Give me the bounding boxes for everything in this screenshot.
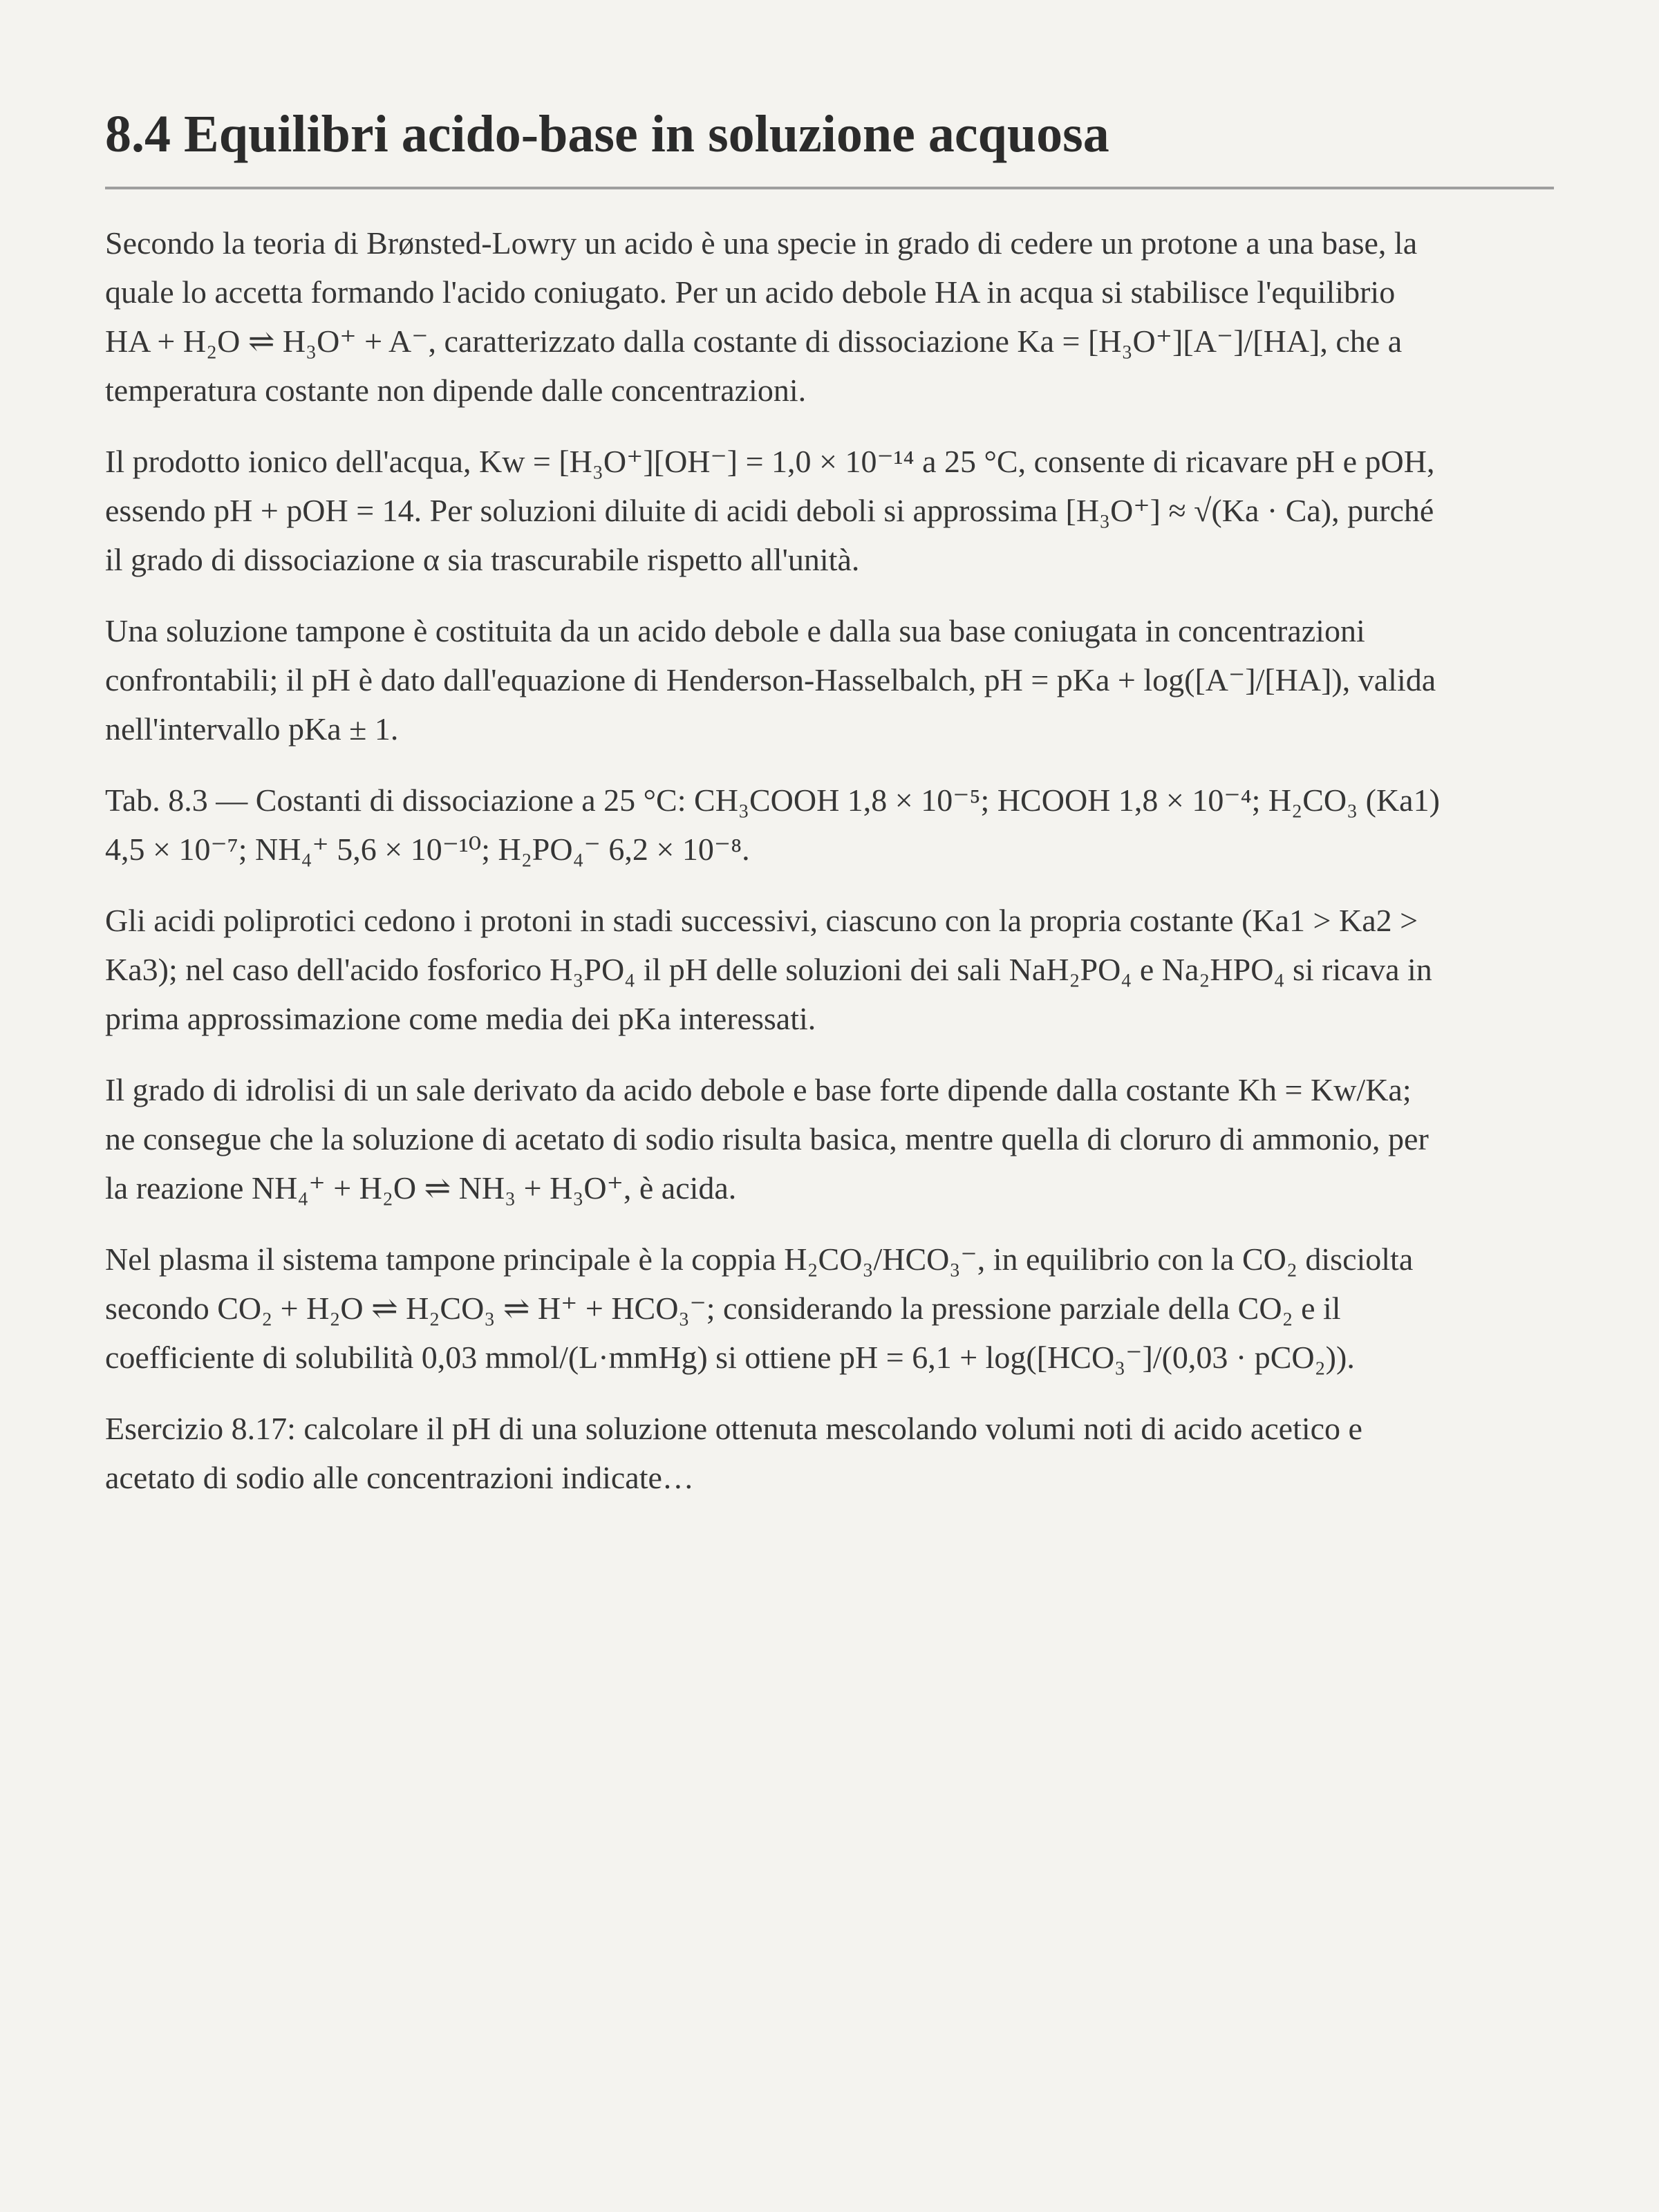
paragraph-exercise: Esercizio 8.17: calcolare il pH di una soluzione ottenuta mescolando volumi noti di acido acetico e acetato di sodio alle concentrazioni indicate… bbox=[105, 1411, 1362, 1495]
paragraph-polyprotic-acids: Gli acidi poliprotici cedono i protoni in stadi successivi, ciascuno con la propria costante (Ka1 > Ka2 > Ka3); nel caso dell'acido fosforico H₃PO₄ il pH delle soluzioni dei sali NaH₂PO₄ e Na₂HPO₄ si ricava in prima approssimazione come media dei pKa interessati. bbox=[105, 903, 1432, 1036]
table-caption-dissociation-constants: Tab. 8.3 — Costanti di dissociazione a 25 °C: CH₃COOH 1,8 × 10⁻⁵; HCOOH 1,8 × 10⁻⁴; H₂CO₃ (Ka1) 4,5 × 10⁻⁷; NH₄⁺ 5,6 × 10⁻¹⁰; H₂PO₄⁻ 6,2 × 10⁻⁸. bbox=[105, 782, 1440, 867]
document-page bbox=[105, 104, 1554, 1524]
paragraph-ionic-product: Il prodotto ionico dell'acqua, Kw = [H₃O⁺][OH⁻] = 1,0 × 10⁻¹⁴ a 25 °C, consente di ricavare pH e pOH, essendo pH + pOH = 14. Per soluzioni diluite di acidi deboli si approssima [H₃O⁺] ≈ √(Ka · Ca), purché il grado di dissociazione α sia trascurabile rispetto all'unità. bbox=[105, 444, 1435, 577]
section-title: 8.4 Equilibri acido-base in soluzione acquosa bbox=[105, 104, 1554, 189]
paragraph-buffer-solution: Una soluzione tampone è costituita da un acido debole e dalla sua base coniugata in concentrazioni confrontabili; il pH è dato dall'equazione di Henderson-Hasselbalch, pH = pKa + log([A⁻]/[HA]), valida nell'intervallo pKa ± 1. bbox=[105, 613, 1436, 747]
paragraph-bronsted-lowry: Secondo la teoria di Brønsted-Lowry un acido è una specie in grado di cedere un protone a una base, la quale lo accetta formando l'acido coniugato. Per un acido debole HA in acqua si stabilisce l'equilibrio HA + H₂O ⇌ H₃O⁺ + A⁻, caratterizzato dalla costante di dissociazione Ka = [H₃O⁺][A⁻]/[HA], che a temperatura costante non dipende dalle concentrazioni. bbox=[105, 225, 1418, 408]
section-body bbox=[105, 218, 1554, 1502]
paragraph-plasma-buffer: Nel plasma il sistema tampone principale è la coppia H₂CO₃/HCO₃⁻, in equilibrio con la CO₂ disciolta secondo CO₂ + H₂O ⇌ H₂CO₃ ⇌ H⁺ + HCO₃⁻; considerando la pressione parziale della CO₂ e il coefficiente di solubilità 0,03 mmol/(L·mmHg) si ottiene pH = 6,1 + log([HCO₃⁻]/(0,03 · pCO₂)). bbox=[105, 1241, 1414, 1375]
paragraph-hydrolysis: Il grado di idrolisi di un sale derivato da acido debole e base forte dipende dalla costante Kh = Kw/Ka; ne consegue che la soluzione di acetato di sodio risulta basica, mentre quella di cloruro di ammonio, per la reazione NH₄⁺ + H₂O ⇌ NH₃ + H₃O⁺, è acida. bbox=[105, 1072, 1429, 1206]
